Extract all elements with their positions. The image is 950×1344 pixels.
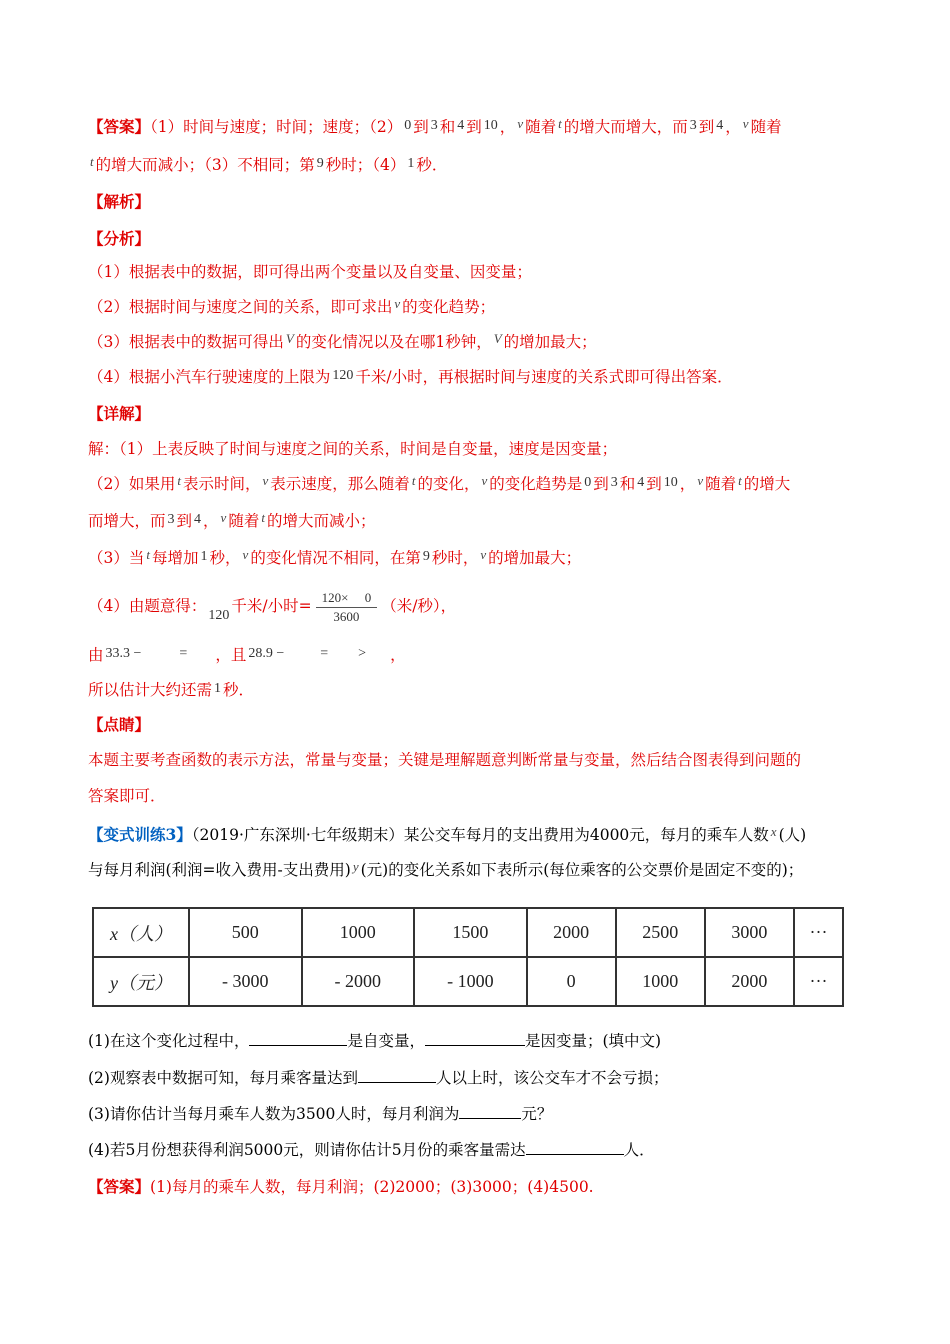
table-cell: - 1000 xyxy=(414,957,527,1006)
dianjing-label: 【点睛】 xyxy=(88,715,151,734)
question-1: (1)在这个变化过程中， 是自变量， 是因变量；(填中文) xyxy=(88,1032,662,1050)
xiangjie-step-4: （4）由题意得：120千米/小时= $\frac{120\times 0}{3600}$ （米/秒）， xyxy=(88,589,457,624)
problem-line-2: 与每月利润(利润=收入费用-支出费用) $^y$ (元)的变化关系如下表所示(每位乘客的公交票价是固定不变的)； xyxy=(88,859,804,879)
table-cell: y（元） xyxy=(93,957,189,1006)
answer-line-1: 【答案】（1）时间与速度；时间；速度；（2） 0 到 3 和 4 到 10 ， $^v$ 随着 $^t$ 的增大而增大，而 3 到 4 ， $^v$ 随着 xyxy=(88,116,782,136)
table-cell: 500 xyxy=(189,908,302,957)
xiangjie-step-2b: 而增大，而 3 到 4 ， $^v$ 随着 $^t$ 的增大而减小； xyxy=(88,510,376,530)
table-cell: 1000 xyxy=(616,957,705,1006)
table-cell: ··· xyxy=(794,957,843,1006)
table-cell: 2000 xyxy=(527,908,616,957)
xiangjie-label: 【详解】 xyxy=(88,404,151,423)
fraction: $\frac{120\times 0}{3600}$ xyxy=(316,589,378,626)
table-row-y xyxy=(93,957,843,1006)
dianjing-text-1: 本题主要考查函数的表示方法，常量与变量；关键是理解题意判断常量与变量，然后结合图表得到问题的 xyxy=(88,751,802,769)
answer-blank xyxy=(249,1031,347,1046)
answer-2: 【答案】(1)每月的乘车人数，每月利润；(2)2000；(3)3000；(4)4500. xyxy=(88,1177,594,1196)
fenxi-label: 【分析】 xyxy=(88,229,151,248)
xiangjie-step-5: 由 33.3 − = ，且 28.9 − = > ， xyxy=(88,646,406,664)
xiangjie-step-6: 所以估计大约还需 1 秒． xyxy=(88,681,255,699)
answer-label: 【答案】 xyxy=(88,117,151,136)
table-cell: 2000 xyxy=(705,957,794,1006)
answer-blank xyxy=(358,1068,436,1083)
question-2: (2)观察表中数据可知，每月乘客量达到 人以上时，该公交车才不会亏损； xyxy=(88,1069,669,1087)
fenxi-point-4: （4）根据小汽车行驶速度的上限为 120 千米/小时，再根据时间与速度的关系式即可得出答案． xyxy=(88,368,733,386)
xiangjie-step-2: （2）如果用 $^t$ 表示时间， $^v$ 表示速度，那么随着 $^t$ 的变化， $^v$ 的变化趋势是 0 到 3 和 4 到 10 ， $^v$ 随着 $^t$ 的增大 xyxy=(88,473,791,493)
table-cell: - 2000 xyxy=(302,957,415,1006)
table-row-x xyxy=(93,908,843,957)
fenxi-point-2: （2）根据时间与速度之间的关系，即可求出 $^v$ 的变化趋势； xyxy=(88,296,496,316)
table-cell: 1000 xyxy=(302,908,415,957)
table-cell: x（人） xyxy=(93,908,189,957)
answer-blank xyxy=(459,1104,521,1119)
problem-label: 【变式训练3】 xyxy=(88,825,192,844)
data-table xyxy=(92,907,844,1007)
fenxi-point-3: （3）根据表中的数据可得出 $^V$ 的变化情况以及在哪1秒钟， $^V$ 的增加最大； xyxy=(88,331,597,351)
table-cell: 0 xyxy=(527,957,616,1006)
fenxi-point-1: （1）根据表中的数据，即可得出两个变量以及自变量、因变量； xyxy=(88,263,532,281)
answer-label: 【答案】 xyxy=(88,1177,151,1196)
question-3: (3)请你估计当每月乘车人数为3500人时，每月利润为 元？ xyxy=(88,1105,553,1123)
table-cell: 2500 xyxy=(616,908,705,957)
answer-blank xyxy=(526,1140,624,1155)
jiexi-label: 【解析】 xyxy=(88,192,151,211)
xiangjie-step-1: 解：（1）上表反映了时间与速度之间的关系，时间是自变量，速度是因变量； xyxy=(88,440,618,458)
table-cell: ··· xyxy=(794,908,843,957)
answer-line-2: $^t$ 的增大而减小；（3）不相同；第 9 秒时；（4） 1 秒． xyxy=(90,154,448,174)
problem-line-1: 【变式训练3】（2019·广东深圳·七年级期末）某公交车每月的支出费用为4000元，每月的乘车人数 $^x$ (人) xyxy=(88,824,807,844)
question-4: (4)若5月份想获得利润5000元，则请你估计5月份的乘客量需达 人． xyxy=(88,1141,655,1159)
table-cell: - 3000 xyxy=(189,957,302,1006)
table-cell: 1500 xyxy=(414,908,527,957)
dianjing-text-2: 答案即可． xyxy=(88,787,166,805)
table-cell: 3000 xyxy=(705,908,794,957)
xiangjie-step-3: （3）当 $^t$ 每增加 1 秒， $^v$ 的变化情况不相同，在第 9 秒时， $^v$ 的增加最大； xyxy=(88,547,582,567)
answer-blank xyxy=(425,1031,525,1046)
